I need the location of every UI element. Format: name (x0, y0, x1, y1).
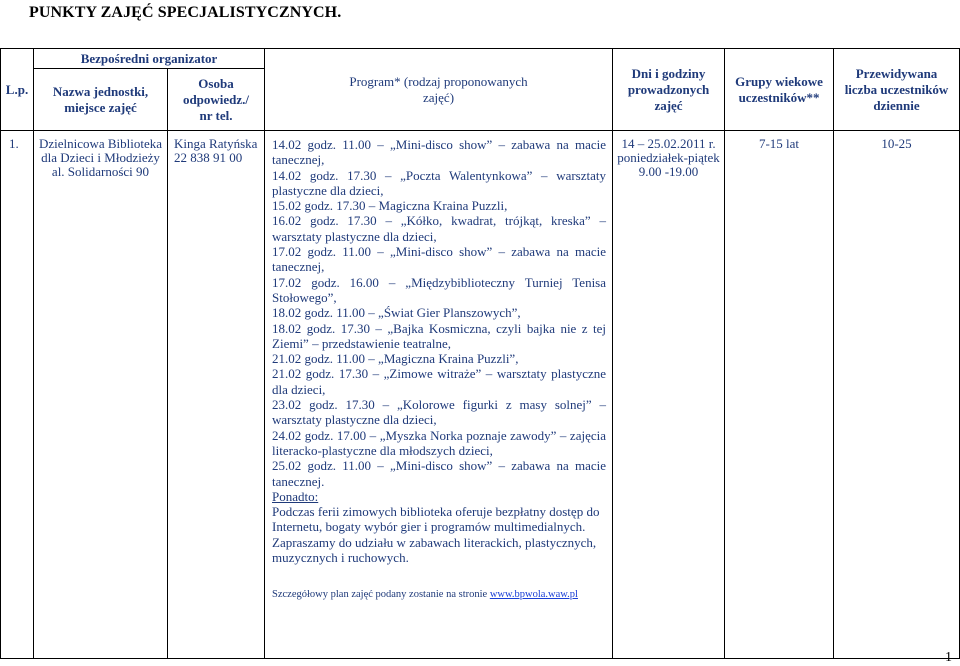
program-entry: 21.02 godz. 17.30 – „Zimowe witraże” – warsztaty plastyczne dla dzieci, (272, 366, 607, 397)
person-phone: 22 838 91 00 (174, 150, 243, 165)
program-entry: 25.02 godz. 11.00 – „Mini-disco show” – zabawa na macie tanecznej. (272, 458, 607, 489)
header-organizer-group: Bezpośredni organizator (34, 49, 265, 69)
program-entry: 15.02 godz. 17.30 – Magiczna Kraina Puzzli, (272, 198, 508, 214)
program-entry: 18.02 godz. 17.30 – „Bajka Kosmiczna, czyli bajka nie z tej Ziemi” – przedstawienie teatralne, (272, 320, 607, 351)
program-entry: 17.02 godz. 16.00 – „Międzybiblioteczny Turniej Tenisa Stołowego”, (272, 274, 607, 305)
person-name: Kinga Ratyńska (174, 136, 258, 151)
program-list (272, 137, 606, 489)
days-weekdays: poniedziałek-piątek (617, 150, 720, 165)
cell-age-group: 7-15 lat (725, 131, 834, 659)
days-range: 14 – 25.02.2011 r. (621, 136, 716, 151)
ponadto-label: Ponadto: (272, 488, 319, 504)
header-unit-name-label: Nazwa jednostki, miejsce zajęć (52, 83, 149, 115)
cell-program (265, 131, 613, 659)
header-age-groups-label: Grupy wiekowe uczestników** (735, 73, 823, 105)
cell-unit-name: Dzielnicowa Biblioteka dla Dzieci i Młodzieży al. Solidarności 90 (34, 131, 168, 659)
page-number: 1 (945, 650, 952, 665)
program-entry: 18.02 godz. 11.00 – „Świat Gier Planszowych”, (272, 305, 521, 321)
header-days-label: Dni i godziny prowadzonych zajęć (627, 65, 710, 113)
header-lp: L.p. (1, 49, 34, 131)
header-participants (834, 49, 960, 131)
header-days (613, 49, 725, 131)
program-entry: 24.02 godz. 17.00 – „Myszka Norka poznaje zawody” – zajęcia literacko-plastyczne dla młodszych dzieci, (272, 427, 607, 458)
header-row-top (1, 49, 960, 69)
program-footer (272, 587, 606, 602)
days-hours: 9.00 -19.00 (638, 164, 699, 179)
header-person-label: Osoba odpowiedz./ nr tel. (182, 75, 250, 123)
header-program-label: Program* (rodzaj proponowanych zajęć) (349, 73, 528, 105)
activities-table (0, 48, 960, 659)
program-entry: 23.02 godz. 17.30 – „Kolorowe figurki z masy solnej” – warsztaty plastyczne dla dzieci, (272, 397, 607, 428)
cell-person (168, 131, 265, 659)
header-person (168, 69, 265, 131)
program-entry: 17.02 godz. 11.00 – „Mini-disco show” – zabawa na macie tanecznej, (272, 244, 607, 275)
footer-text: Szczegółowy plan zajęć podany zostanie na stronie (272, 589, 490, 601)
cell-days (613, 131, 725, 659)
header-unit-name (34, 69, 168, 131)
ponadto-text: Podczas ferii zimowych biblioteka oferuje bezpłatny dostęp do Internetu, bogaty wybór gier i programów multimedialnych. Zapraszamy do udziału w zabawach literackich, plastycznych, muzycznych i ruchowych. (272, 504, 600, 566)
program-entry: 16.02 godz. 17.30 – „Kółko, kwadrat, trójkąt, kreska” – warsztaty plastyczne dla dzieci, (272, 213, 607, 244)
table-row (1, 131, 960, 659)
cell-participants: 10-25 (834, 131, 960, 659)
document-title: PUNKTY ZAJĘĆ SPECJALISTYCZNYCH. (29, 4, 342, 21)
website-link[interactable]: www.bpwola.waw.pl (489, 589, 578, 601)
program-entry: 21.02 godz. 11.00 – „Magiczna Kraina Puzzli”, (272, 351, 519, 367)
program-entry: 14.02 godz. 17.30 – „Poczta Walentynkowa” – warsztaty plastyczne dla dzieci, (272, 167, 607, 198)
header-participants-label: Przewidywana liczba uczestników dziennie (844, 65, 949, 113)
header-age-groups (725, 49, 834, 131)
cell-lp: 1. (1, 131, 34, 659)
program-entry: 14.02 godz. 11.00 – „Mini-disco show” – zabawa na macie tanecznej, (272, 137, 607, 168)
header-program (265, 49, 613, 131)
